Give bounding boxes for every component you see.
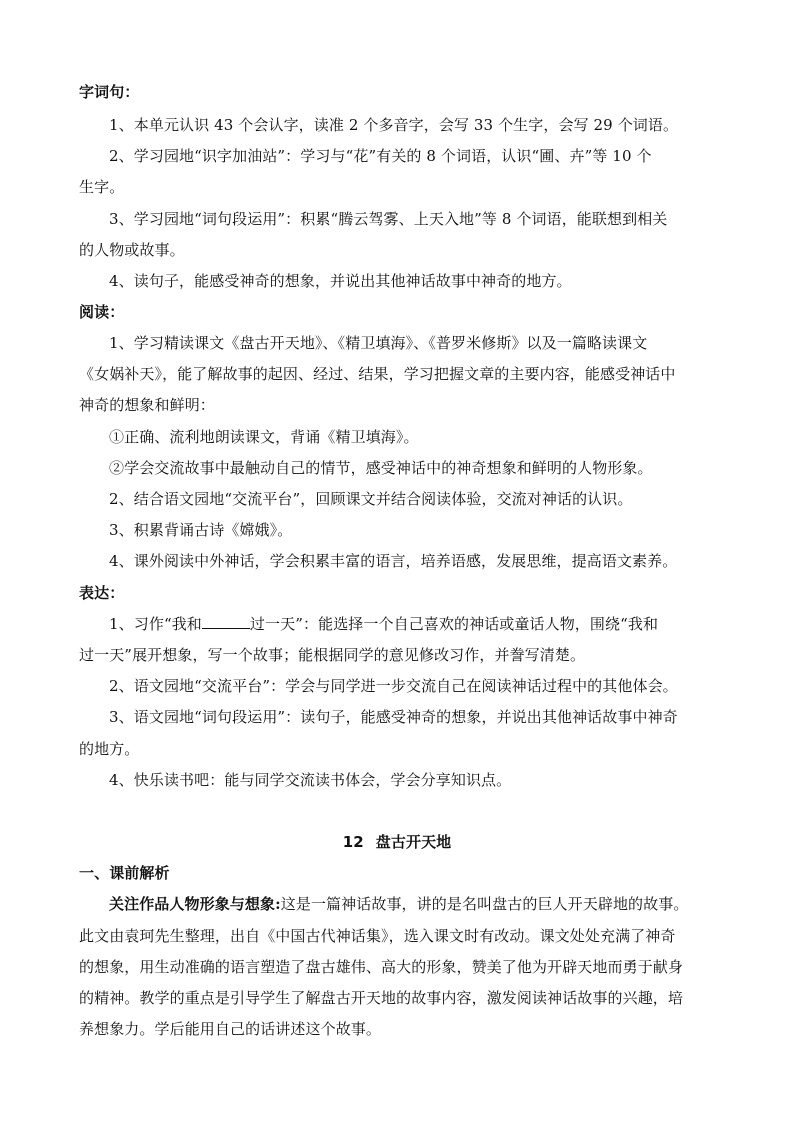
words-line-3b: 的人物或故事。 — [79, 241, 185, 259]
reading-sub-2: ②学会交流故事中最触动自己的情节，感受神话中的神奇想象和鲜明的人物形象。 — [109, 459, 653, 477]
expression-line-3a: 3、语文园地“词句段运用”：读句子，能感受神奇的想象，并说出其他神话故事中神奇 — [109, 708, 678, 726]
expression-line-1b: 过一天”展开想象，写一个故事；能根据同学的意见修改习作，并誊写清楚。 — [79, 646, 586, 664]
fill-blank — [202, 614, 250, 629]
reading-line-2: 2、结合语文园地“交流平台”，回顾课文并结合阅读体验，交流对神话的认识。 — [109, 490, 633, 508]
lesson-para-2: 此文由袁珂先生整理，出自《中国古代神话集》，选入课文时有改动。课文处处充满了神奇 — [79, 927, 676, 945]
words-line-3a: 3、学习园地“词句段运用”：积累“腾云驾雾、上天入地”等 8 个词语，能联想到相关 — [109, 210, 668, 228]
lesson-title — [0, 832, 794, 852]
heading-words: 字词句： — [79, 83, 140, 101]
reading-line-4: 4、课外阅读中外神话，学会积累丰富的语言，培养语感，发展思维，提高语文素养。 — [109, 552, 678, 570]
lesson-para-3: 的想象，用生动准确的语言塑造了盘古雄伟、高大的形象，赞美了他为开辟天地而勇于献身 — [79, 958, 684, 976]
reading-sub-1: ①正确、流利地朗读课文，背诵《精卫填海》。 — [109, 428, 419, 446]
words-line-2a: 2、学习园地“识字加油站”：学习与“花”有关的 8 个词语，认识“圃、卉”等 10 个 — [109, 147, 652, 165]
lesson-part-heading: 一、课前解析 — [79, 864, 170, 882]
words-line-1: 1、本单元认识 43 个会认字，读准 2 个多音字，会写 33 个生字，会写 29 个词语。 — [109, 116, 679, 134]
reading-line-3: 3、积累背诵古诗《嫦娥》。 — [109, 521, 293, 539]
lesson-para-1 — [109, 894, 719, 914]
lesson-para-5: 养想象力。学后能用自己的话讲述这个故事。 — [79, 1020, 382, 1038]
words-line-4: 4、读句子，能感受神奇的想象，并说出其他神话故事中神奇的地方。 — [109, 272, 572, 290]
expression-line-3b: 的地方。 — [79, 740, 140, 758]
reading-line-1a: 1、学习精读课文《盘古开天地》、《精卫填海》、《普罗米修斯》以及一篇略读课文 — [109, 334, 648, 352]
words-line-2b: 生字。 — [79, 178, 125, 196]
lesson-bold-lead: 关注作品人物形象与想象: — [109, 895, 281, 913]
expression-line-2: 2、语文园地“交流平台”：学会与同学进一步交流自己在阅读神话过程中的其他体会。 — [109, 677, 678, 695]
reading-line-1c: 神奇的想象和鲜明： — [79, 396, 215, 414]
expression-line-1 — [109, 614, 719, 634]
heading-expression: 表达： — [79, 584, 125, 602]
expression-line-4: 4、快乐读书吧：能与同学交流读书体会，学会分享知识点。 — [109, 771, 512, 789]
reading-line-1b: 《女娲补天》，能了解故事的起因、经过、结果，学习把握文章的主要内容，能感受神话中 — [79, 365, 676, 383]
expression-line-1-pre: 1、习作“我和 — [109, 615, 202, 633]
lesson-para-4: 的精神。教学的重点是引导学生了解盘古开天地的故事内容，激发阅读神话故事的兴趣，培 — [79, 989, 684, 1007]
lesson-number: 12 — [342, 833, 364, 851]
expression-line-1-post: 过一天”：能选择一个自己喜欢的神话或童话人物，围绕“我和 — [249, 615, 659, 633]
lesson-title-text: 盘古开天地 — [375, 833, 452, 851]
lesson-para-1-text: 这是一篇神话故事，讲的是名叫盘古的巨人开天辟地的故事。 — [280, 895, 689, 913]
heading-reading: 阅读： — [79, 303, 125, 321]
